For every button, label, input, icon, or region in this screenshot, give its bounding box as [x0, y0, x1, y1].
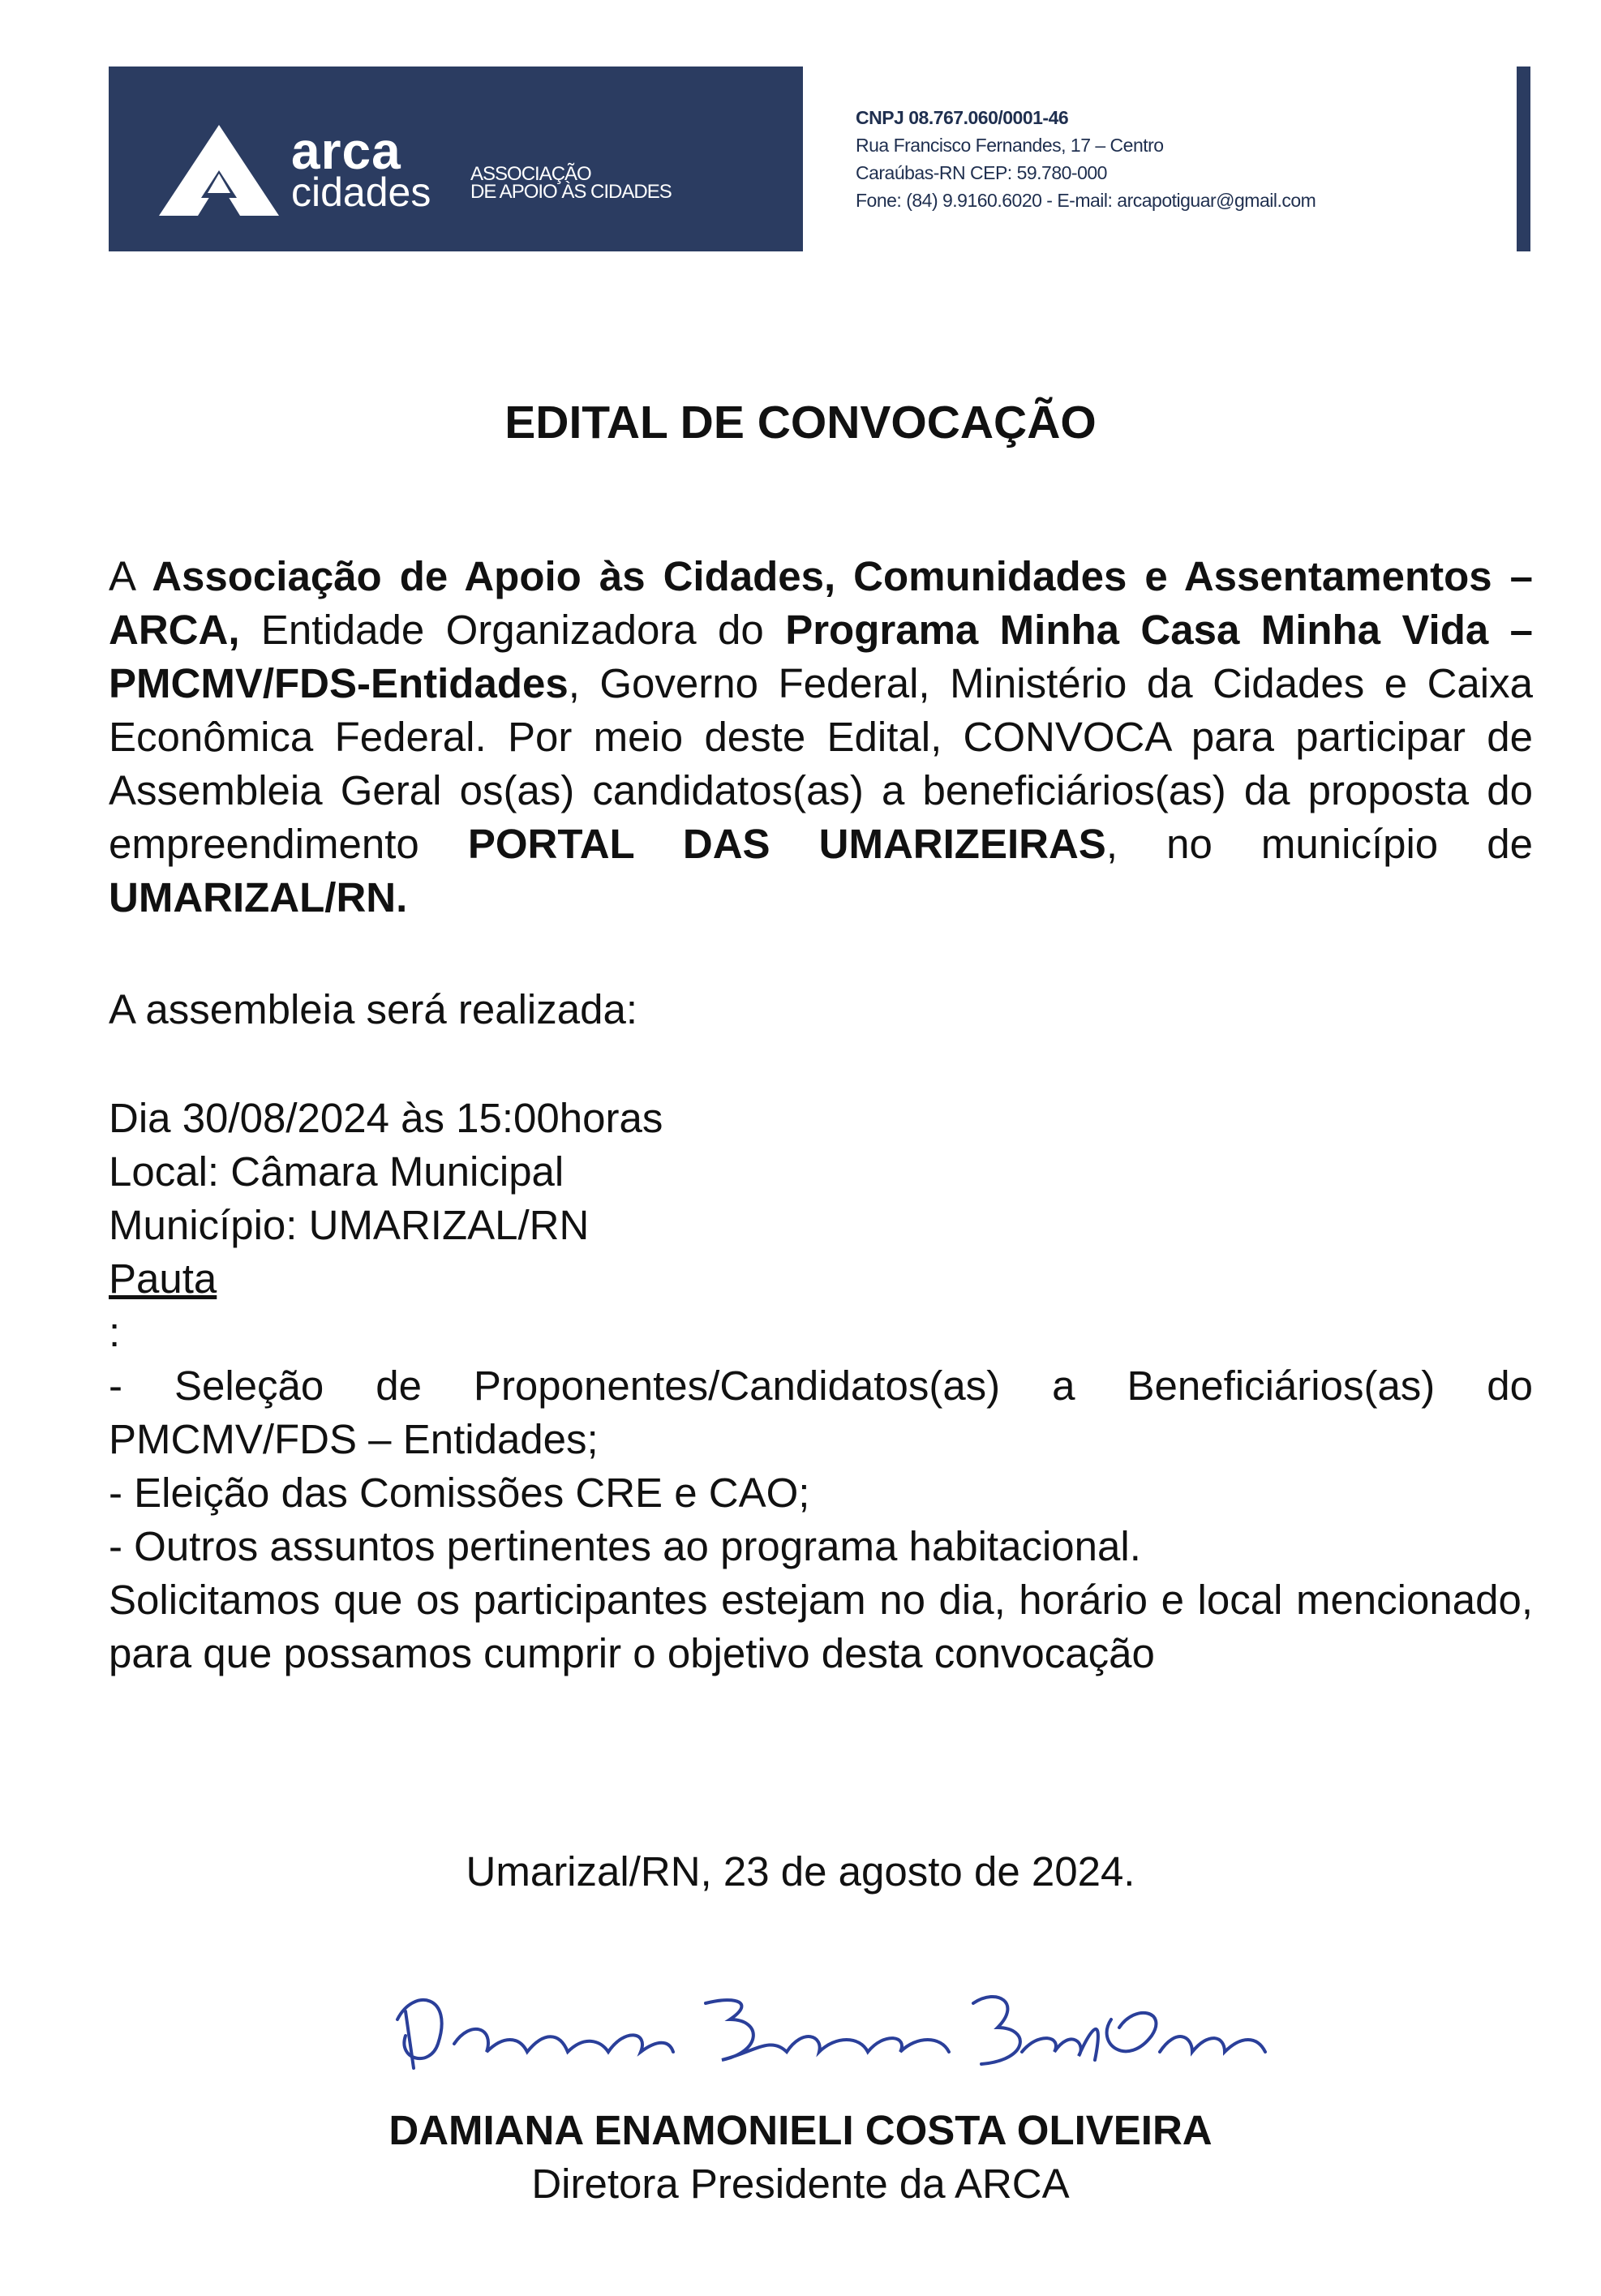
program-name: Programa Minha Casa Minha Vida – PMCMV/FDS-Entidades [109, 607, 1533, 706]
assembly-date-time: Dia 30/08/2024 às 15:00horas [109, 1095, 663, 1141]
arca-logo-icon [159, 125, 279, 216]
project-name: PORTAL DAS UMARIZEIRAS [467, 821, 1106, 867]
signer-role: Diretora Presidente da ARCA [531, 2161, 1070, 2207]
contact-city: Caraúbas-RN CEP: 59.780-000 [856, 162, 1107, 183]
assembly-municipality: Município: UMARIZAL/RN [109, 1202, 590, 1248]
agenda-item: - Outros assuntos pertinentes ao programa habitacional. [109, 1523, 1141, 1569]
intro-text-3: , Governo Federal, Ministério da Cidades e Caixa Econômica Federal. Por meio deste Edital, CONVOCA para participar de Assembleia Geral os(as) candidatos(as) a beneficiários(as) da proposta do empreendimento [109, 660, 1533, 867]
agenda-item: - Seleção de Proponentes/Candidatos(as) a Beneficiários(as) do PMCMV/FDS – Entidades; [109, 1363, 1533, 1462]
intro-text-1: A [109, 553, 152, 599]
place-date: Umarizal/RN, 23 de agosto de 2024. [466, 1848, 1135, 1895]
logo-brand-main: arca [291, 122, 401, 180]
logo-tagline-line1: ASSOCIAÇÃO [470, 163, 591, 185]
contact-block [856, 104, 1316, 214]
header-accent-bar [1517, 67, 1530, 251]
assembly-details [109, 1092, 1533, 1573]
closing-paragraph: Solicitamos que os participantes estejam no dia, horário e local mencionado, para que possamos cumprir o objetivo desta convocação [109, 1577, 1533, 1676]
intro-text-2: Entidade Organizadora do [239, 607, 786, 653]
contact-cnpj: CNPJ 08.767.060/0001-46 [856, 107, 1069, 128]
logo-tagline [470, 165, 672, 201]
document-title: EDITAL DE CONVOCAÇÃO [504, 397, 1097, 448]
municipality-name: UMARIZAL/RN. [109, 874, 408, 921]
assembly-lead: A assembleia será realizada: [109, 986, 638, 1032]
agenda-colon: : [109, 1309, 121, 1355]
agenda-label: Pauta [109, 1255, 217, 1302]
contact-phone-email: Fone: (84) 9.9160.6020 - E-mail: arcapotiguar@gmail.com [856, 190, 1316, 211]
organization-name: Associação de Apoio às Cidades, Comunidades e Assentamentos – ARCA, [109, 553, 1533, 653]
agenda-item: - Eleição das Comissões CRE e CAO; [109, 1470, 810, 1516]
logo-tagline-line2: DE APOIO ÀS CIDADES [470, 181, 672, 203]
logo-brand-sub: cidades [291, 170, 431, 215]
intro-text-4: , no município de [1105, 821, 1533, 867]
signer-name: DAMIANA ENAMONIELI COSTA OLIVEIRA [388, 2107, 1213, 2153]
agenda-heading [109, 1252, 1533, 1359]
logo-wordmark [291, 122, 431, 215]
handwritten-signature [381, 1971, 1273, 2092]
logo-banner [109, 67, 803, 251]
intro-paragraph [109, 550, 1533, 925]
assembly-location: Local: Câmara Municipal [109, 1148, 564, 1195]
contact-address: Rua Francisco Fernandes, 17 – Centro [856, 135, 1164, 156]
